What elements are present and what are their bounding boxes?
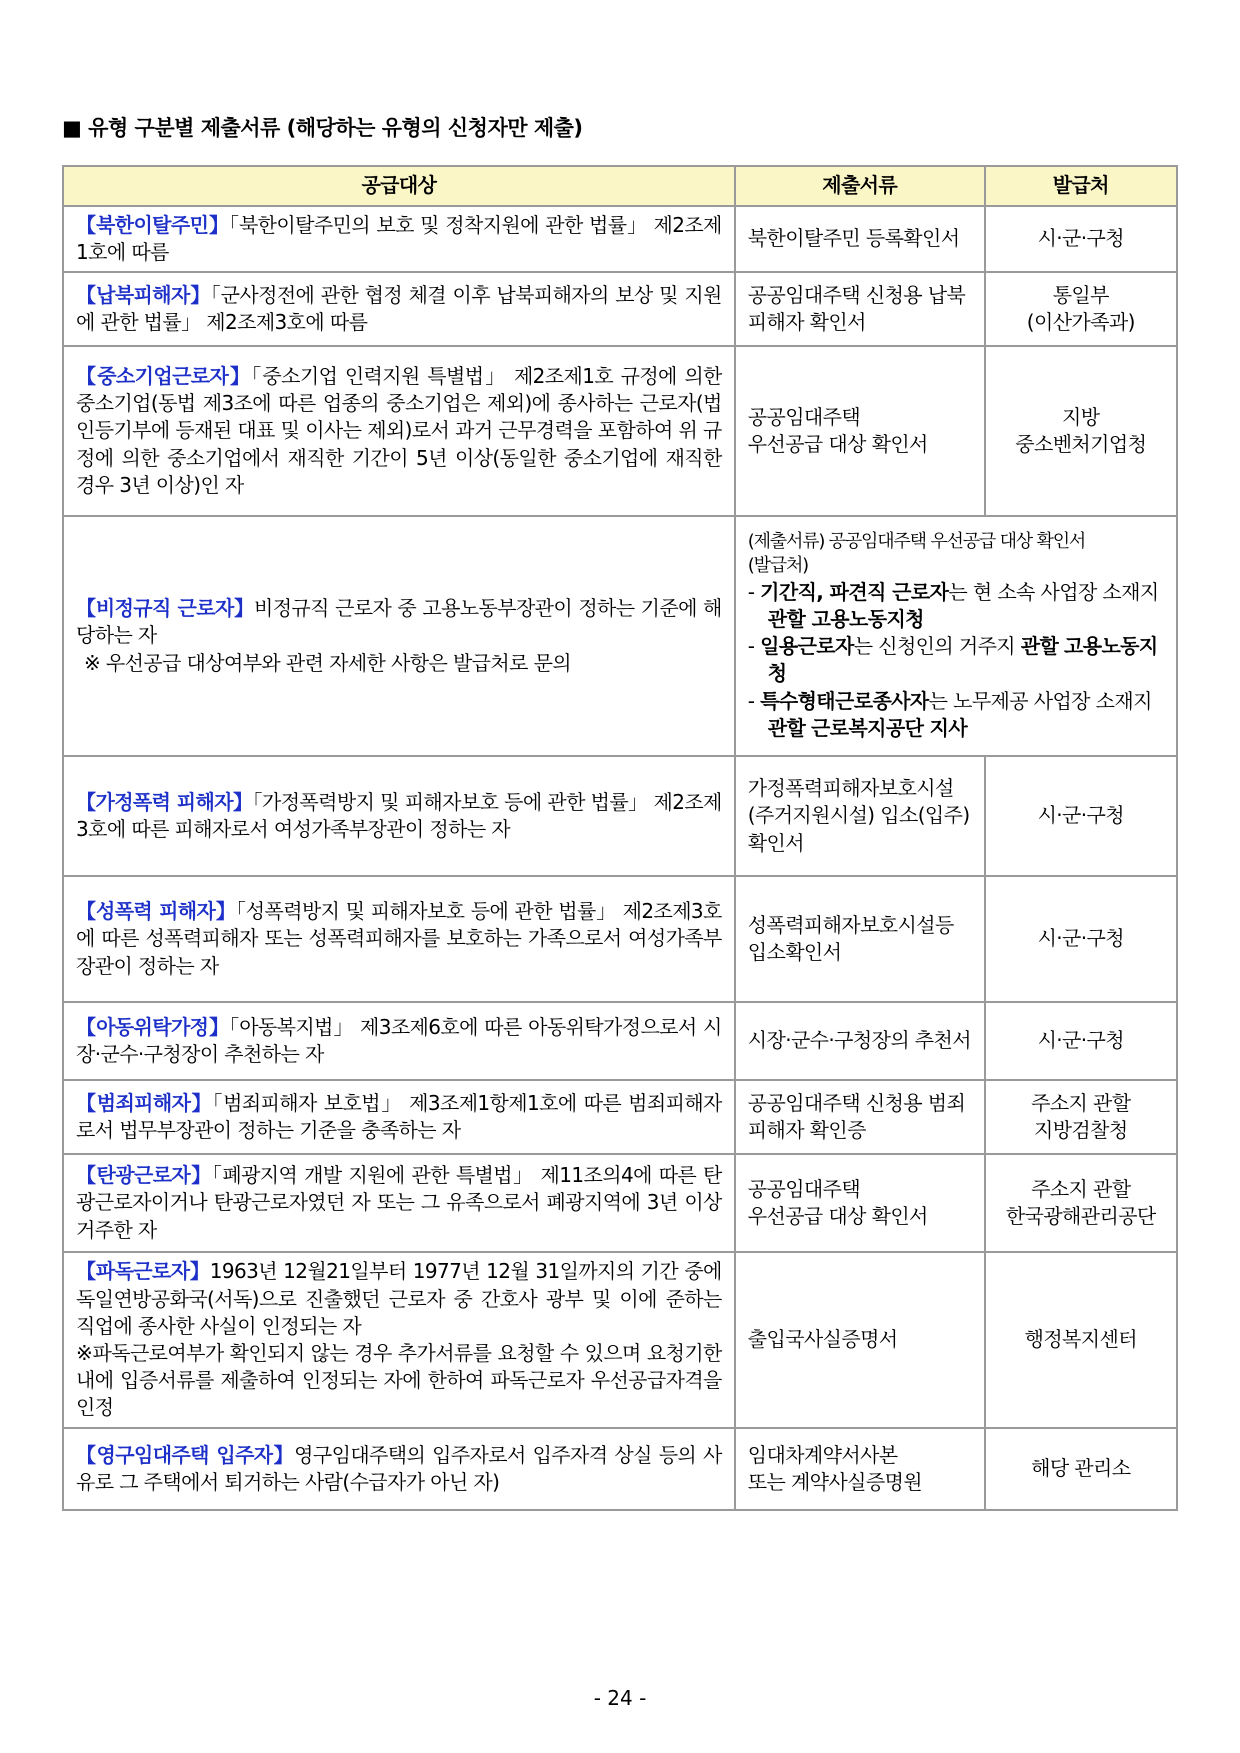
table-row: [63, 1154, 1177, 1252]
target-cell: [63, 1002, 735, 1080]
page-number: - 24 -: [593, 1686, 647, 1710]
bold-text: 근로복지공단 지사: [810, 715, 968, 740]
issuer-cell: [985, 272, 1177, 346]
issuer-line: 지방검찰청: [1033, 1118, 1128, 1142]
category-label: 【범죄피해자】: [76, 1090, 213, 1115]
category-label: 【가정폭력 피해자】: [76, 789, 253, 814]
issuer-line: 한국광해관리공단: [1005, 1204, 1156, 1228]
bold-text: 일용근로자: [760, 634, 854, 659]
document-cell: 출입국사실증명서: [735, 1252, 985, 1428]
bold-text: 관할: [767, 715, 806, 740]
table-row: [63, 876, 1177, 1002]
issuer-cell: [985, 1080, 1177, 1154]
issuer-cell: 해당 관리소: [985, 1428, 1177, 1510]
target-text: 영구임대주택의 입주자로서 입주자격 상실 등의 사유로 그 주택에서 퇴거하는 사람(수급자가 아닌 자): [76, 1442, 722, 1494]
issuer-cell: 행정복지센터: [985, 1252, 1177, 1428]
target-text: 「아동복지법」 제3조제6호에 따른 아동위탁가정으로서 시장·군수·구청장이 추천하는 자: [76, 1014, 722, 1066]
target-cell: [63, 756, 735, 876]
document-line: 임대차계약서사본: [747, 1442, 898, 1467]
table-row: [63, 1252, 1177, 1428]
category-label: 【중소기업근로자】: [76, 364, 252, 389]
table-row: [63, 756, 1177, 876]
section-title: ■ 유형 구분별 제출서류 (해당하는 유형의 신청자만 제출): [62, 116, 583, 140]
plain-text: 는 현 소속 사업장 소재지: [948, 579, 1159, 604]
document-line: 또는 계약사실증명원: [747, 1470, 923, 1494]
category-label: 【아동위탁가정】: [76, 1014, 230, 1039]
category-label: 【북한이탈주민】: [76, 212, 229, 237]
document-cell: [735, 1428, 985, 1510]
target-text: 「폐광지역 개발 지원에 관한 특별법」 제11조의4에 따른 탄광근로자이거나 탄광근로자였던 자 또는 그 유족으로서 폐광지역에 3년 이상 거주한 자: [76, 1163, 722, 1242]
category-label: 【비정규직 근로자】: [76, 596, 254, 621]
issuer-cell: 시·군·구청: [985, 756, 1177, 876]
target-cell: [63, 516, 735, 756]
target-text: 「가정폭력방지 및 피해자보호 등에 관한 법률」 제2조제3호에 따른 피해자로서 여성가족부장관이 정하는 자: [76, 789, 722, 841]
category-label: 【파독근로자】: [76, 1259, 210, 1284]
bold-text: 특수형태근로종사자: [760, 688, 929, 713]
table-row: [63, 272, 1177, 346]
issuer-line: 중소벤처기업청: [1015, 432, 1147, 456]
bold-text: 관할: [1020, 634, 1059, 659]
issuer-cell: [985, 346, 1177, 516]
document-line: 공공임대주택: [747, 1176, 861, 1201]
target-text: 「중소기업 인력지원 특별법」 제2조제1호 규정에 의한 중소기업(동법 제3조에 따른 업종의 중소기업은 제외)에 종사하는 근로자(법인등기부에 등재된 대표 및 이사는 제외)로서 과거 근무경력을 포함하여 위 규정에 의한 중소기업에서 재직한 기간이 5년 이상(동일한 중소기업에 재직한 경우 3년 이상)인 자: [76, 364, 722, 497]
table-row: [63, 516, 1177, 756]
issuer-line: 주소지 관할: [1031, 1176, 1131, 1201]
document-cell: [735, 346, 985, 516]
plain-text: 는 노무제공 사업장 소재지: [928, 688, 1152, 713]
bold-text: 기간직, 파견직 근로자: [760, 579, 949, 604]
merged-line-documents: (제출서류) 공공임대주택 우선공급 대상 확인서: [747, 530, 1086, 552]
document-cell: 북한이탈주민 등록확인서: [735, 206, 985, 272]
table-row: [63, 1428, 1177, 1510]
target-text: 「북한이탈주민의 보호 및 정착지원에 관한 법률」 제2조제1호에 따름: [76, 212, 722, 264]
document-cell: 공공임대주택 신청용 범죄피해자 확인증: [735, 1080, 985, 1154]
dash: -: [747, 634, 761, 659]
note-text: ※파독근로여부가 확인되지 않는 경우 추가서류를 요청할 수 있으며 요청기한 내에 입증서류를 제출하여 인정되는 자에 한하여 파독근로자 우선공급자격을 인정: [76, 1341, 722, 1420]
category-label: 【탄광근로자】: [76, 1163, 212, 1188]
document-cell: 가정폭력피해자보호시설(주거지원시설) 입소(입주) 확인서: [735, 756, 985, 876]
table-header-row: [63, 166, 1177, 206]
document-line: 공공임대주택: [747, 404, 861, 429]
category-label: 【영구임대주택 입주자】: [76, 1442, 295, 1467]
header-document: 제출서류: [735, 166, 985, 206]
issuer-line: 지방: [1062, 404, 1100, 429]
issuer-cell: 시·군·구청: [985, 206, 1177, 272]
document-cell: 시장·군수·구청장의 추천서: [735, 1002, 985, 1080]
list-item: [748, 579, 1164, 633]
issuer-cell: 시·군·구청: [985, 876, 1177, 1002]
dash: -: [747, 688, 761, 713]
table-row: [63, 206, 1177, 272]
header-issuer: 발급처: [985, 166, 1177, 206]
category-label: 【납북피해자】: [76, 282, 211, 307]
target-cell: [63, 876, 735, 1002]
issuer-line: 주소지 관할: [1031, 1090, 1131, 1115]
list-item: [748, 688, 1164, 742]
document-cell: [735, 1154, 985, 1252]
issuer-line: (이산가족과): [1026, 310, 1135, 334]
target-text: 1963년 12월21일부터 1977년 12월 31일까지의 기간 중에 독일연방공화국(서독)으로 진출했던 근로자 중 간호사 광부 및 이에 준하는 직업에 종사한 사실이 인정되는 자: [76, 1259, 722, 1338]
merged-document-issuer-cell: [735, 516, 1177, 756]
document-line: 우선공급 대상 확인서: [747, 1204, 928, 1228]
list-item: [748, 633, 1164, 687]
document-line: 우선공급 대상 확인서: [747, 432, 928, 456]
table-row: [63, 346, 1177, 516]
document-cell: 공공임대주택 신청용 납북피해자 확인서: [735, 272, 985, 346]
issuer-list: [748, 579, 1164, 742]
target-cell: [63, 1080, 735, 1154]
target-text: 「범죄피해자 보호법」 제3조제1항제1호에 따른 범죄피해자로서 법무부장관이 정하는 기준을 충족하는 자: [76, 1090, 722, 1142]
target-cell: [63, 1252, 735, 1428]
bold-text: 고용노동지청: [767, 634, 1158, 686]
documents-table: [62, 165, 1178, 1511]
target-cell: [63, 1154, 735, 1252]
target-cell: [63, 346, 735, 516]
note-text: ※ 우선공급 대상여부와 관련 자세한 사항은 발급처로 문의: [84, 650, 572, 675]
target-text: 「군사정전에 관한 협정 체결 이후 납북피해자의 보상 및 지원에 관한 법률」 제2조제3호에 따름: [76, 282, 722, 334]
table-row: [63, 1080, 1177, 1154]
target-cell: [63, 1428, 735, 1510]
dash: -: [747, 579, 761, 604]
issuer-line: 통일부: [1052, 282, 1109, 307]
document-cell: 성폭력피해자보호시설등 입소확인서: [735, 876, 985, 1002]
merged-line-issuer: (발급처): [747, 555, 808, 577]
header-target: 공급대상: [63, 166, 735, 206]
plain-text: 는 신청인의 거주지: [853, 634, 1021, 659]
target-text: 「성폭력방지 및 피해자보호 등에 관한 법률」 제2조제3호에 따른 성폭력피해자 또는 성폭력피해자를 보호하는 가족으로서 여성가족부 장관이 정하는 자: [76, 899, 722, 978]
target-cell: [63, 206, 735, 272]
bold-text: 관할 고용노동지청: [767, 607, 924, 632]
table-row: [63, 1002, 1177, 1080]
issuer-cell: [985, 1154, 1177, 1252]
target-cell: [63, 272, 735, 346]
category-label: 【성폭력 피해자】: [76, 899, 236, 924]
issuer-cell: 시·군·구청: [985, 1002, 1177, 1080]
target-text: 비정규직 근로자 중 고용노동부장관이 정하는 기준에 해당하는 자: [76, 596, 722, 648]
